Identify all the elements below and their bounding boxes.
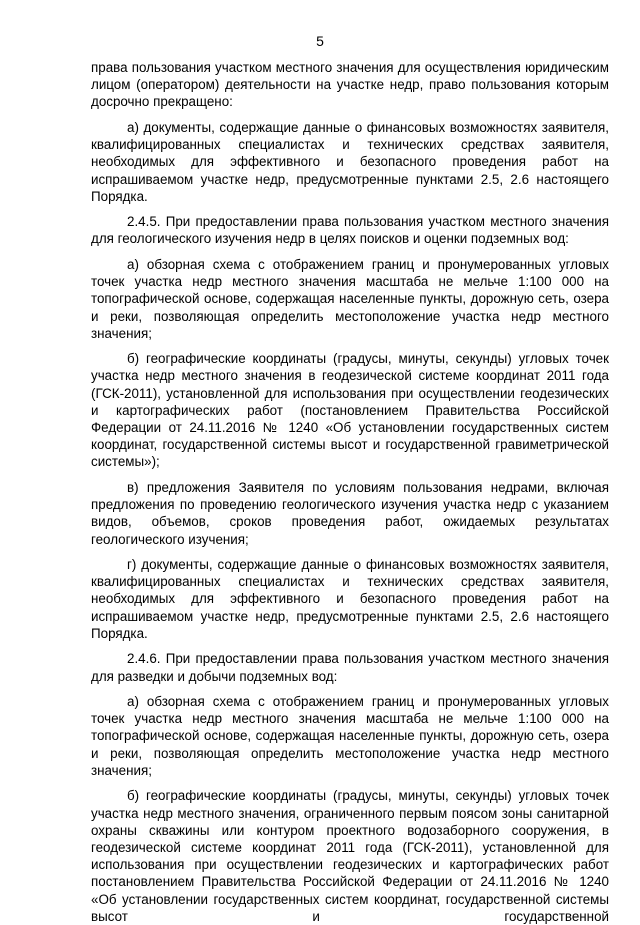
paragraph-clause-2-4-6: 2.4.6. При предоставлении права пользования участком местного значения для разведки и добычи подземных вод: — [91, 651, 609, 684]
paragraph-item-a-overview-scheme-2: а) обзорная схема с отображением границ и пронумерованных угловых точек участка недр местного значения масштаба не мельче 1:100 000 на топографической основе, содержащая населенные пункты, дорожную сеть, озера и реки, позволяющая определить местоположение участка недр местного значения; — [91, 694, 609, 778]
paragraph-clause-2-4-5: 2.4.5. При предоставлении права пользования участком местного значения для геологического изучения недр в целях поисков и оценки подземных вод: — [91, 214, 609, 247]
paragraph-item-v-proposals: в) предложения Заявителя по условиям пользования недрами, включая предложения по проведению геологического изучения участка недр с указанием видов, объемов, сроков проведения работ, ожидаемых результатах геологического изучения; — [91, 479, 609, 547]
paragraph-item-b-coordinates: б) географические координаты (градусы, минуты, секунды) угловых точек участка недр местного значения в геодезической системе координат 2011 года (ГСК-2011), установленной для использования при осуществлении геодезических и картографических работ (постановлением Правительства Российской Федерации от 24.11.2016 № 1240 «Об установлении государственных систем координат, государственной системы высот и государственной гравиметрической системы»); — [91, 351, 609, 470]
page-number: 5 — [316, 33, 324, 49]
paragraph-continuation: права пользования участком местного значения для осуществления юридическим лицом (оператором) деятельности на участке недр, право пользования которым досрочно прекращено: — [91, 60, 609, 110]
document-body — [91, 59, 609, 925]
paragraph-item-a-documents: а) документы, содержащие данные о финансовых возможностях заявителя, квалифицированных специалистах и технических средствах заявителя, необходимых для эффективного и безопасного проведения работ на испрашиваемом участке недр, предусмотренные пунктами 2.5, 2.6 настоящего Порядка. — [91, 119, 609, 204]
paragraph-item-g-documents: г) документы, содержащие данные о финансовых возможностях заявителя, квалифицированных специалистах и технических средствах заявителя, необходимых для эффективного и безопасного проведения работ на испрашиваемом участке недр, предусмотренные пунктами 2.5, 2.6 настоящего Порядка. — [91, 557, 609, 641]
paragraph-item-a-overview-scheme: а) обзорная схема с отображением границ и пронумерованных угловых точек участка недр местного значения масштаба не мельче 1:100 000 на топографической основе, содержащая населенные пункты, дорожную сеть, озера и реки, позволяющая определить местоположение участка недр местного значения; — [91, 256, 609, 341]
paragraph-item-b-coordinates-2: б) географические координаты (градусы, минуты, секунды) угловых точек участка недр местного значения, ограниченного первым поясом зоны санитарной охраны скважины или контуром проектного водозаборного сооружения, в геодезической системе координат 2011 года (ГСК-2011), установленной для использования при осуществлении геодезических и картографических работ постановлением Правительства Российской Федерации от 24.11.2016 № 1240 «Об установлении государственных систем координат, государственной системы высот и государственной — [91, 788, 609, 924]
